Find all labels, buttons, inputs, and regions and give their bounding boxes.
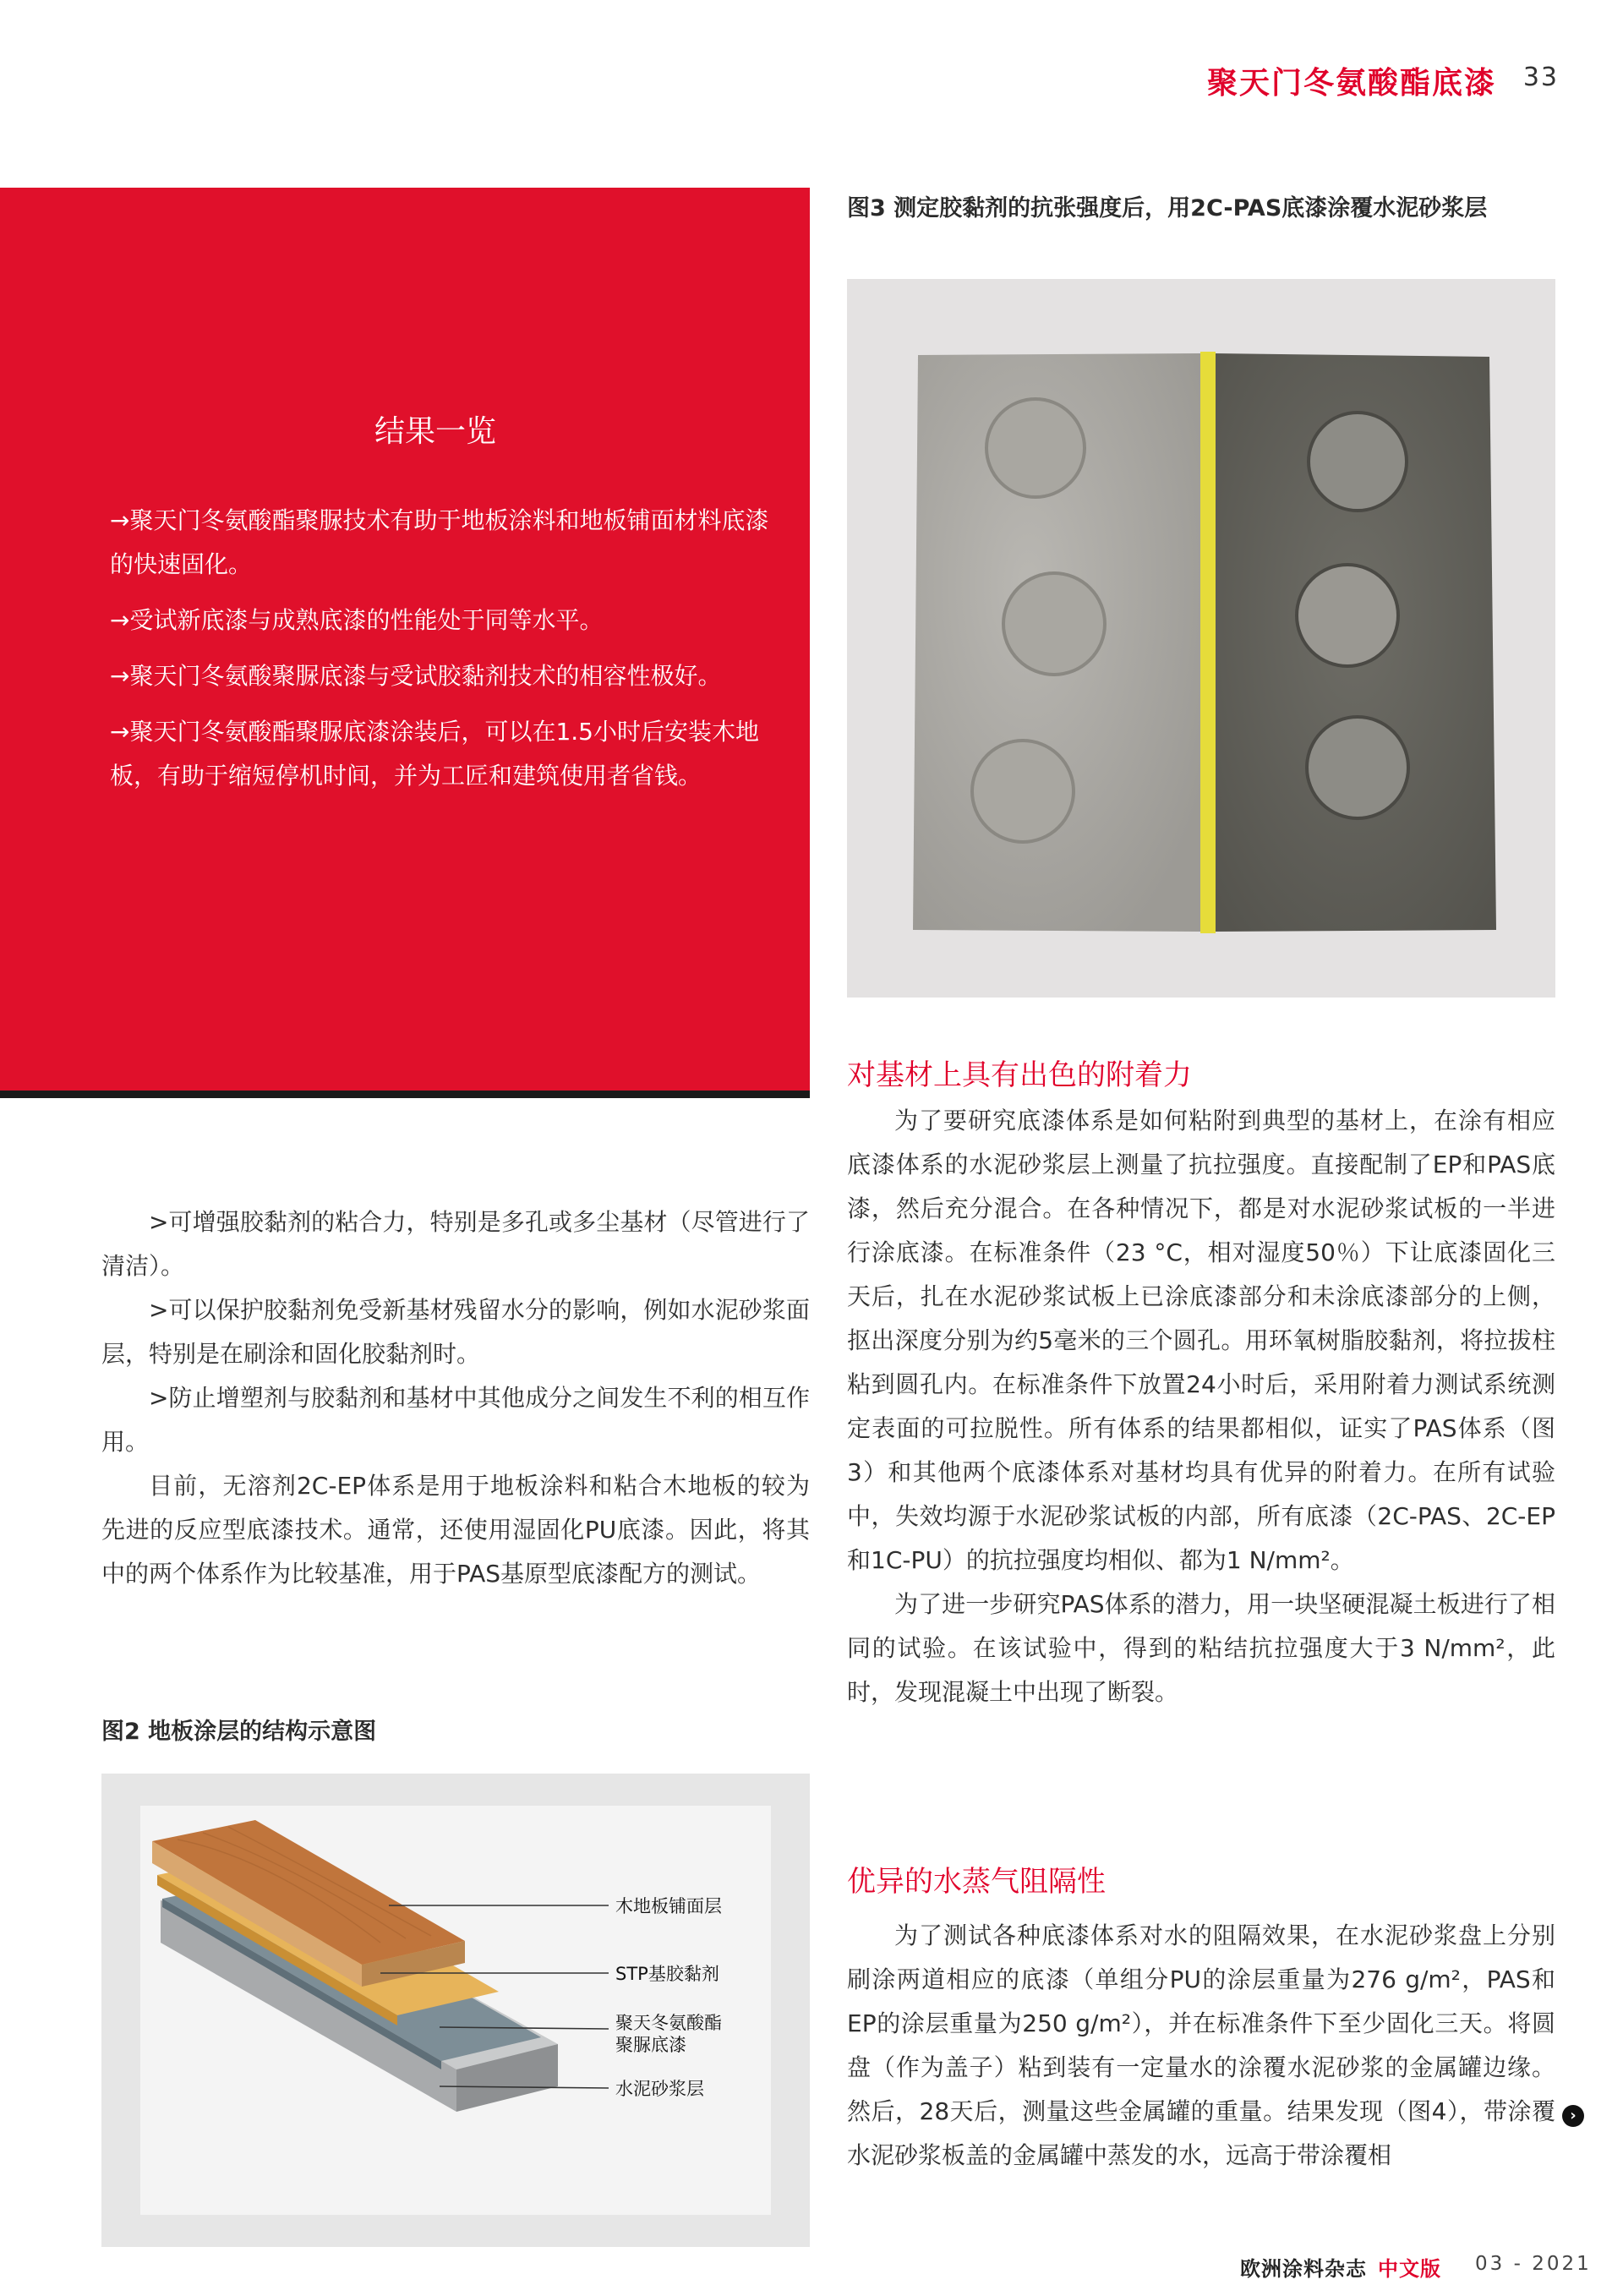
page-number: 33 xyxy=(1522,63,1559,92)
body-paragraph: >可增强胶黏剂的粘合力，特别是多孔或多尘基材（尽管进行了清洁）。 xyxy=(101,1208,810,1280)
test-holes-coated xyxy=(1297,413,1408,818)
figure3-photo xyxy=(847,279,1555,998)
body-paragraph: 为了进一步研究PAS体系的潜力，用一块坚硬混凝土板进行了相同的试验。在该试验中，得到的粘结抗拉强度大于3 N/mm²，此时，发现混凝土中出现了断裂。 xyxy=(847,1590,1555,1706)
label-primer-line2: 聚脲底漆 xyxy=(615,2035,686,2055)
summary-item: →受试新底漆与成熟底漆的性能处于同等水平。 xyxy=(110,606,604,634)
body-paragraph: 为了要研究底漆体系是如何粘附到典型的基材上，在涂有相应底漆体系的水泥砂浆层上测量了抗拉强度。直接配制了EP和PAS底漆，然后充分混合。在各种情况下，都是对水泥砂浆试板的一半进行涂底漆。在标准条件（23 °C，相对湿度50％）下让底漆固化三天后，扎在水泥砂浆试板上已涂底漆部分和未涂底漆部分的上侧，抠出深度分别为约5毫米的三个圆孔。用环氧树脂胶黏剂，将拉拔柱粘到圆孔内。在标准条件下放置24小时后，采用附着力测试系统测定表面的可拉脱性。所有体系的结果都相似，证实了PAS体系（图3）和其他两个底漆体系对基材均具有优异的附着力。在所有试验中，失效均源于水泥砂浆试板的内部，所有底漆（2C-PAS、2C-EP和1C-PU）的抗拉强度均相似、都为1 N/mm²。 xyxy=(847,1107,1555,1574)
footer-issue: 03 - 2021 xyxy=(1475,2253,1592,2275)
body-paragraph: >防止增塑剂与胶黏剂和基材中其他成分之间发生不利的相互作用。 xyxy=(101,1384,810,1456)
figure3-caption: 图3 测定胶黏剂的抗张强度后，用2C-PAS底漆涂覆水泥砂浆层 xyxy=(847,195,1488,221)
body-paragraph: >可以保护胶黏剂免受新基材残留水分的影响，例如水泥砂浆面层，特别是在刷涂和固化胶黏剂时。 xyxy=(101,1296,810,1368)
summary-item: →聚天门冬氨酸酯聚脲底漆涂装后，可以在1.5小时后安装木地板，有助于缩短停机时间，并为工匠和建筑使用者省钱。 xyxy=(110,718,759,790)
section2-text xyxy=(847,1914,1555,2178)
footer-journal: 欧洲涂料杂志 xyxy=(1240,2257,1367,2281)
summary-divider xyxy=(0,1091,810,1098)
section1-text xyxy=(847,1099,1555,1714)
body-paragraph: 目前，无溶剂2C-EP体系是用于地板涂料和粘合木地板的较为先进的反应型底漆技术。通常，还使用湿固化PU底漆。因此，将其中的两个体系作为比较基准，用于PAS基原型底漆配方的测试。 xyxy=(101,1472,810,1588)
footer-edition: 中文版 xyxy=(1378,2257,1441,2281)
figure2-caption: 图2 地板涂层的结构示意图 xyxy=(101,1719,377,1745)
running-header-title: 聚天门冬氨酸酯底漆 xyxy=(1206,66,1496,101)
summary-list xyxy=(110,499,778,810)
summary-item: →聚天门冬氨酸酯聚脲技术有助于地板涂料和地板铺面材料底漆的快速固化。 xyxy=(110,506,769,578)
summary-heading: 结果一览 xyxy=(374,414,496,449)
section2-heading: 优异的水蒸气阻隔性 xyxy=(847,1865,1106,1899)
label-adhesive: STP基胶黏剂 xyxy=(615,1964,719,1984)
label-screed: 水泥砂浆层 xyxy=(615,2079,704,2099)
section1-heading: 对基材上具有出色的附着力 xyxy=(847,1058,1192,1092)
body-paragraph: 为了测试各种底漆体系对水的阻隔效果，在水泥砂浆盘上分别刷涂两道相应的底漆（单组分PU的涂层重量为276 g/m²，PAS和EP的涂层重量为250 g/m²），并在标准条件下至少固化三天。将圆盘（作为盖子）粘到装有一定量水的涂覆水泥砂浆的金属罐边缘。然后，28天后，测量这些金属罐的重量。结果发现（图4），带涂覆水泥砂浆板盖的金属罐中蒸发的水，远高于带涂覆相 xyxy=(847,1922,1555,2169)
label-primer-line1: 聚天冬氨酸酯 xyxy=(615,2013,722,2033)
figure2-diagram xyxy=(101,1774,810,2247)
summary-item: →聚天门冬氨酸聚脲底漆与受试胶黏剂技术的相容性极好。 xyxy=(110,662,722,690)
separator-tape xyxy=(1200,352,1216,933)
next-page-icon[interactable]: › xyxy=(1562,2105,1584,2127)
left-column-text xyxy=(101,1200,810,1596)
label-wood: 木地板铺面层 xyxy=(615,1896,722,1916)
